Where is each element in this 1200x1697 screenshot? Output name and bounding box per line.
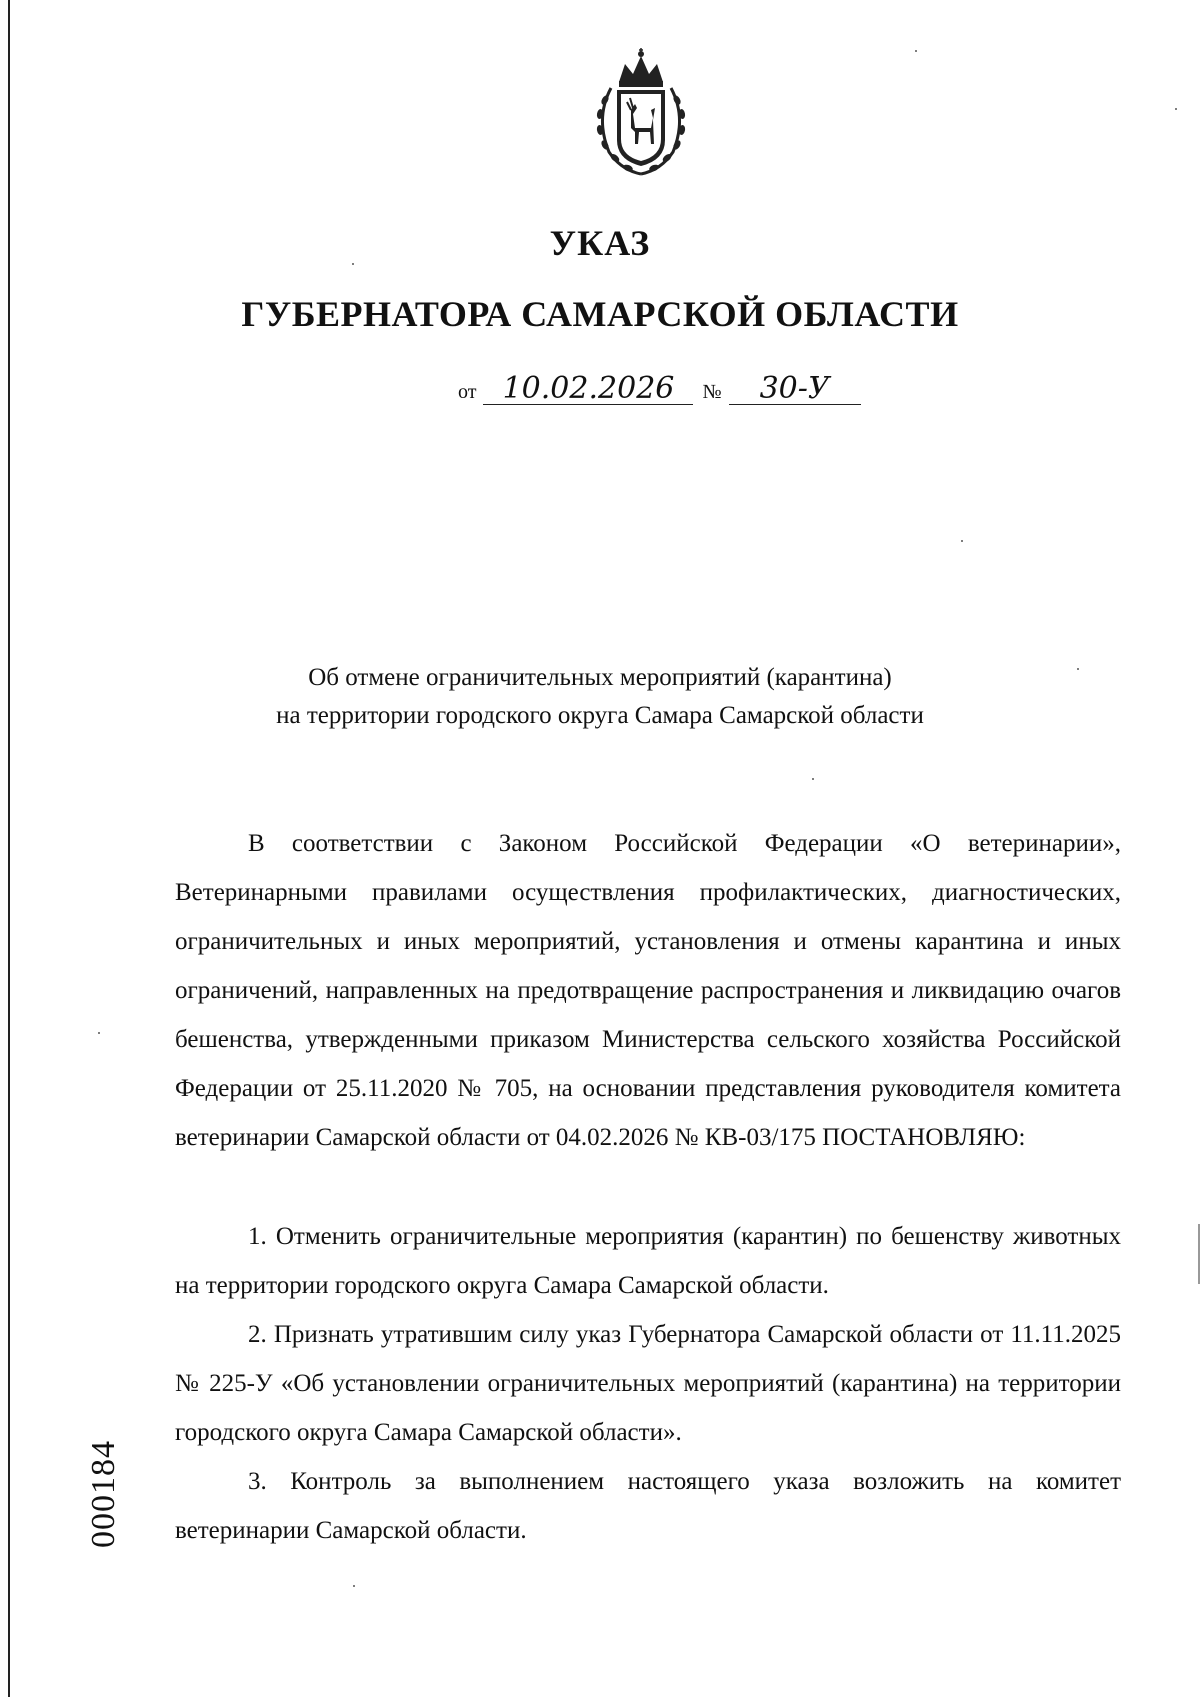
- handwritten-number: 30-У: [729, 375, 861, 405]
- item-1-paragraph: 1. Отменить ограничительные мероприятия (карантин) по бешенству животных на территории городского округа Самара Самарской области.: [175, 1223, 1121, 1299]
- document-subject: [0, 659, 1200, 735]
- item-2-paragraph: 2. Признать утратившим силу указ Губернатора Самарской области от 11.11.2025 № 225-У «Об установлении ограничительных мероприятий (карантина) на территории городского округа Самара Самарской области».: [175, 1321, 1121, 1446]
- scan-speck: [1175, 108, 1177, 110]
- preamble-paragraph: В соответствии с Законом Российской Федерации «О ветеринарии», Ветеринарными правилами осуществления профилактических, диагностических, ограничительных и иных мероприятий, установления и отмены карантина и иных ограничений, направленных на предотвращение распространения и ликвидацию очагов бешенства, утвержденными приказом Министерства сельского хозяйства Российской Федерации от 25.11.2020 № 705, на основании представления руководителя комитета ветеринарии Самарской области от 04.02.2026 № КВ-03/175 ПОСТАНОВЛЯЮ:: [175, 830, 1121, 1151]
- scan-speck: [915, 50, 917, 52]
- scan-speck: [812, 778, 814, 780]
- scan-speck: [352, 263, 354, 265]
- scan-speck: [98, 1032, 100, 1034]
- scan-speck: [353, 1585, 355, 1587]
- item-3-paragraph: 3. Контроль за выполнением настоящего указа возложить на комитет ветеринарии Самарской области.: [175, 1468, 1121, 1544]
- scan-speck: [961, 540, 963, 542]
- subject-line-2: на территории городского округа Самара Самарской области: [276, 702, 924, 729]
- document-type-heading: УКАЗ: [549, 223, 651, 263]
- handwritten-date: 10.02.2026: [483, 375, 693, 405]
- scan-speck: [1077, 668, 1079, 670]
- coat-of-arms-icon: [581, 48, 701, 180]
- serial-number-stamp: 000184: [85, 1440, 122, 1548]
- issuer-heading: ГУБЕРНАТОРА САМАРСКОЙ ОБЛАСТИ: [241, 294, 959, 334]
- registration-line: [454, 371, 861, 406]
- date-label: от: [458, 381, 477, 403]
- number-label: №: [702, 381, 722, 403]
- subject-line-1: Об отмене ограничительных мероприятий (карантина): [308, 664, 892, 691]
